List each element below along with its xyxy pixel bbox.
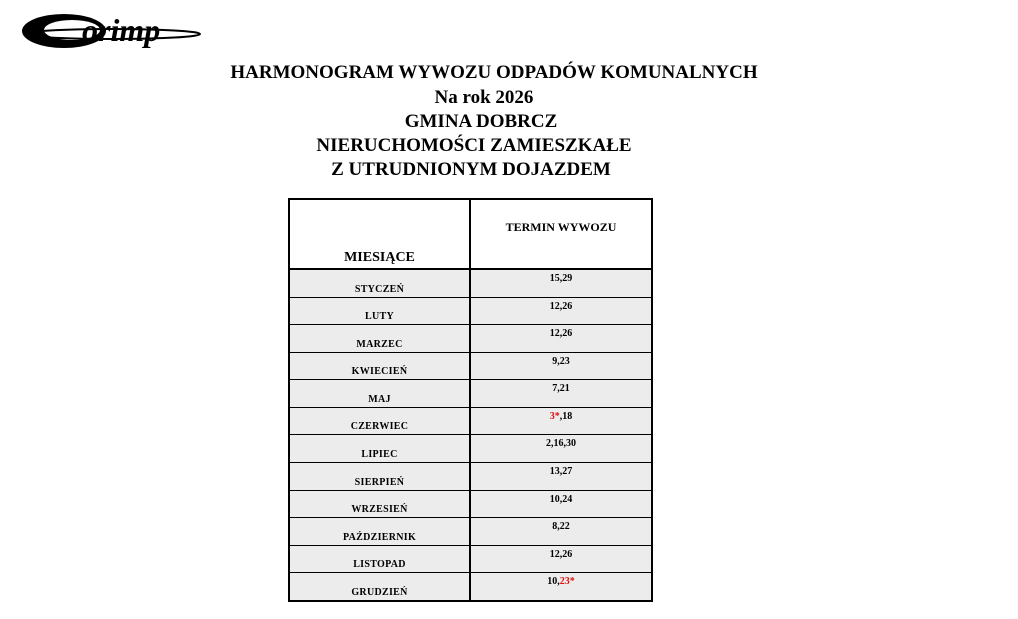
table-row — [290, 546, 651, 574]
heading-line-1: HARMONOGRAM WYWOZU ODPADÓW KOMUNALNYCH — [230, 62, 758, 83]
logo-wordmark: orimp — [82, 12, 161, 48]
month-name: LIPIEC — [361, 449, 398, 461]
collection-dates — [471, 301, 651, 312]
dates-main: 2,16,30 — [546, 438, 576, 450]
month-name: PAŹDZIERNIK — [342, 531, 417, 543]
month-name: STYCZEŃ — [354, 283, 405, 295]
heading-line-3: GMINA DOBRCZ — [404, 111, 558, 132]
dates-cell — [471, 380, 651, 407]
table-row — [290, 270, 651, 298]
table-header-row — [290, 200, 651, 270]
collection-dates — [471, 576, 651, 587]
collection-dates — [471, 273, 651, 284]
dates-cell — [471, 270, 651, 297]
month-cell — [290, 546, 471, 573]
table-row — [290, 325, 651, 353]
collection-schedule-table — [288, 198, 653, 602]
table-row — [290, 435, 651, 463]
month-name: MARZEC — [356, 338, 403, 350]
month-name: WRZESIEŃ — [351, 504, 408, 516]
month-name: SIERPIEŃ — [354, 476, 405, 488]
heading-line-2: Na rok 2026 — [434, 87, 534, 108]
heading-line-4: NIERUCHOMOŚCI ZAMIESZKAŁE — [316, 135, 632, 156]
month-cell — [290, 380, 471, 407]
collection-dates — [471, 549, 651, 560]
dates-cell — [471, 491, 651, 518]
table-row — [290, 380, 651, 408]
dates-cell — [471, 518, 651, 545]
dates-cell — [471, 353, 651, 380]
collection-dates — [471, 328, 651, 339]
table-row — [290, 408, 651, 436]
month-cell — [290, 270, 471, 297]
month-name: MAJ — [368, 393, 391, 405]
heading-line-5: Z UTRUDNIONYM DOJAZDEM — [331, 159, 611, 180]
dates-cell — [471, 573, 651, 600]
table-row — [290, 353, 651, 381]
collection-dates — [471, 383, 651, 394]
month-cell — [290, 408, 471, 435]
dates-main: 15,29 — [549, 273, 573, 284]
month-name: CZERWIEC — [350, 421, 409, 433]
dates-cell — [471, 435, 651, 462]
dates-cell — [471, 325, 651, 352]
month-name: LISTOPAD — [353, 559, 406, 571]
header-month-label: MIESIĄCE — [344, 250, 415, 265]
table-row — [290, 463, 651, 491]
collection-dates — [471, 438, 651, 449]
dates-main: 10,24 — [549, 493, 573, 505]
month-cell — [290, 298, 471, 325]
header-cell-term — [471, 200, 651, 268]
month-cell — [290, 435, 471, 462]
month-cell — [290, 491, 471, 518]
table-row — [290, 518, 651, 546]
dates-main: 12,26 — [549, 300, 573, 312]
collection-dates — [471, 494, 651, 505]
collection-dates — [471, 411, 651, 422]
dates-main: 7,21 — [552, 383, 570, 395]
month-cell — [290, 353, 471, 380]
dates-cell — [471, 546, 651, 573]
dates-main: 13,27 — [549, 466, 573, 478]
dates-highlight-2: 23* — [559, 576, 575, 588]
dates-cell — [471, 463, 651, 490]
dates-main: 8,22 — [552, 521, 570, 533]
dates-main: ,18 — [559, 410, 573, 422]
collection-dates — [471, 356, 651, 367]
logo-graphic — [20, 6, 202, 54]
header-term-label: TERMIN WYWOZU — [505, 220, 617, 234]
month-name: KWIECIEŃ — [351, 366, 408, 378]
month-cell — [290, 463, 471, 490]
dates-main: 12,26 — [549, 548, 573, 560]
dates-cell — [471, 298, 651, 325]
table-row — [290, 298, 651, 326]
dates-cell — [471, 408, 651, 435]
month-name: LUTY — [365, 311, 394, 323]
dates-main: 10, — [547, 576, 560, 588]
dates-highlight-1: 3* — [549, 410, 560, 422]
month-cell — [290, 518, 471, 545]
header-cell-month — [290, 200, 471, 268]
table-row — [290, 491, 651, 519]
corimp-logo — [20, 6, 202, 54]
month-cell — [290, 325, 471, 352]
collection-dates — [471, 521, 651, 532]
dates-main: 12,26 — [549, 328, 573, 340]
dates-main: 9,23 — [552, 355, 570, 367]
table-row — [290, 573, 651, 600]
month-cell — [290, 573, 471, 600]
month-name: GRUDZIEŃ — [351, 586, 408, 598]
collection-dates — [471, 466, 651, 477]
